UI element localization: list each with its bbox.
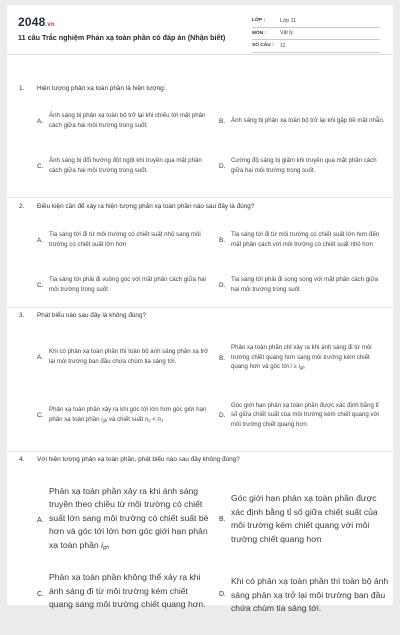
meta-row-subject [252,28,380,41]
option-c[interactable] [37,267,217,303]
option-d[interactable] [219,267,389,303]
option-b[interactable] [219,330,389,386]
document-page [7,5,393,613]
option-c[interactable] [37,395,217,435]
option-letter: C. [37,281,44,289]
option-letter: B. [219,236,226,244]
option-letter: A. [37,236,44,244]
math-expression: $n_2 < n_1$ [144,415,164,423]
option-letter: A. [37,353,44,361]
option-text: Góc giới hạn phản xạ toàn phần được xác định bằng tỉ số giữa chiết suất của môi trường kém chiết quang với môi trường chiết quang hơn [231,401,379,428]
question-divider [7,197,393,198]
option-text: Tia sáng tới đi từ môi trường có chiết suất nhỏ sang môi trường có chiết suất lớn hơn [49,231,201,248]
question-3 [19,312,381,320]
option-c[interactable] [37,145,217,187]
option-d[interactable] [219,390,389,440]
option-text: Ánh sáng bị đổi hướng đột ngột khi truyền qua mặt phân cách giữa hai môi trường trong suốt. [49,157,202,174]
question-divider [7,451,393,452]
math-symbol: igh [101,539,110,551]
question-number: 3. [19,312,25,319]
meta-value: 11 [280,42,286,49]
option-letter: A. [37,117,44,125]
option-a[interactable] [37,475,217,565]
math-expression: $i \ge i_{gh}$ [290,363,305,371]
option-a[interactable] [37,100,217,142]
question-divider [7,307,393,308]
question-text: Với hiện tượng phản xạ toàn phần, phát biểu nào sau đây không đúng? [37,456,240,463]
option-letter: B. [219,515,226,523]
option-text: Phản xạ toàn phần chỉ xảy ra khi ánh sáng đi từ môi trường chiết quang hơn sang môi trường kém chiết quang hơn và góc tới $i \ge i_{gh}$ [231,344,372,371]
option-a[interactable] [37,218,217,262]
meta-value: Lớp 11 [280,17,296,24]
option-c[interactable] [37,571,217,631]
option-b[interactable] [219,218,389,262]
option-letter: D. [219,591,226,598]
meta-label: LỚP : [252,18,266,24]
meta-value: Vật lý [280,30,293,37]
option-letter: D. [219,162,226,170]
document-title: 11 câu Trắc nghiệm Phản xạ toàn phần có đáp án (Nhận biết) [18,33,226,42]
option-text: Ánh sáng bị phản xạ toàn bộ trở lại khi gặp bề mặt nhẵn. [231,117,385,125]
option-letter: D. [219,411,226,419]
question-stem [19,456,381,464]
question-text: Phát biểu nào sau đây là không đúng? [37,312,147,319]
question-text: Hiện tượng phản xạ toàn phần là hiện tượng: [37,85,166,92]
meta-label: MÔN : [252,30,267,36]
option-text: Ánh sáng bị phản xạ toàn bộ trở lại khi chiếu tới mặt phân cách giữa hai môi trường trong suốt. [49,112,206,129]
question-4 [19,456,381,464]
option-text: Phản xạ toàn phần không thể xảy ra khi ánh sáng đi từ môi trường kém chiết quang sang môi trường chiết quang hơn. [49,572,206,609]
site-logo[interactable]: 2048.vn [18,15,55,29]
option-letter: C. [37,591,44,598]
question-text: Điều kiện cần để xảy ra hiện tượng phản xạ toàn phần nào sau đây là đúng? [37,203,255,210]
option-d[interactable] [219,145,389,187]
option-text: Phản xạ toàn phần xảy ra khi ánh sáng truyền theo chiều từ môi trường có chiết suất lớn sang môi trường có chiết suất bé hơn và góc tới lớn hơn góc giới hạn phản xạ toàn phần igh [49,485,209,551]
option-letter: B. [219,354,226,362]
option-text: Cường độ sáng bị giảm khi truyền qua mặt phân cách giữa hai môi trường trong suốt. [231,157,377,174]
question-2 [19,203,381,211]
option-text: Tia sáng tới phải đi song song với mặt phân cách giữa hai môi trường trong suốt [231,276,379,293]
math-symbol: $i_{gh}$ [101,415,108,423]
question-stem [19,85,381,93]
option-letter: C. [37,411,44,419]
meta-label: SỐ CÂU : [252,43,274,49]
question-1 [19,85,381,93]
option-text: Khi có phản xạ toàn phần thì toàn bộ ánh sáng phản xạ trở lại môi trường ban đầu chứa chùm tia sáng tới. [49,348,209,365]
option-b[interactable] [219,479,389,559]
option-text: Góc giới hạn phản xạ toàn phần được xác định bằng tỉ số giữa chiết suất của môi trường kém chiết quang với môi trường chiết quang hơn [231,493,378,544]
option-letter: D. [219,281,226,289]
option-text: Tia sáng tới phải đi vuông góc với mặt phân cách giữa hai môi trường trong suốt [49,276,206,293]
option-text: Khi có phản xạ toàn phần thì toàn bộ ánh sáng phản xạ trở lại môi trường ban đầu chứa chùm tia sáng tới. [231,576,389,613]
meta-row-class [252,15,380,28]
option-text: Tia sáng tới đi từ môi trường có chiết suất lớn hơn đến mặt phân cách với môi trường có chiết suất nhỏ hơn [231,231,380,248]
option-letter: A. [37,516,44,524]
document-meta [252,15,380,53]
option-text: Phản xạ toàn phần xảy ra khi góc tới lớn hơn góc giới hạn phản xạ toàn phần $i_{gh}$ và chiết suất $n_2 < n_1$ [49,405,207,423]
question-stem [19,203,381,211]
question-number: 4. [19,456,25,463]
meta-row-count [252,40,380,53]
option-a[interactable] [37,335,217,379]
option-letter: B. [219,117,226,125]
question-number: 2. [19,203,25,210]
option-d[interactable] [219,575,389,635]
document-header [7,5,393,55]
question-stem [19,312,381,320]
option-letter: C. [37,162,44,170]
question-number: 1. [19,85,25,92]
option-b[interactable] [219,100,389,142]
